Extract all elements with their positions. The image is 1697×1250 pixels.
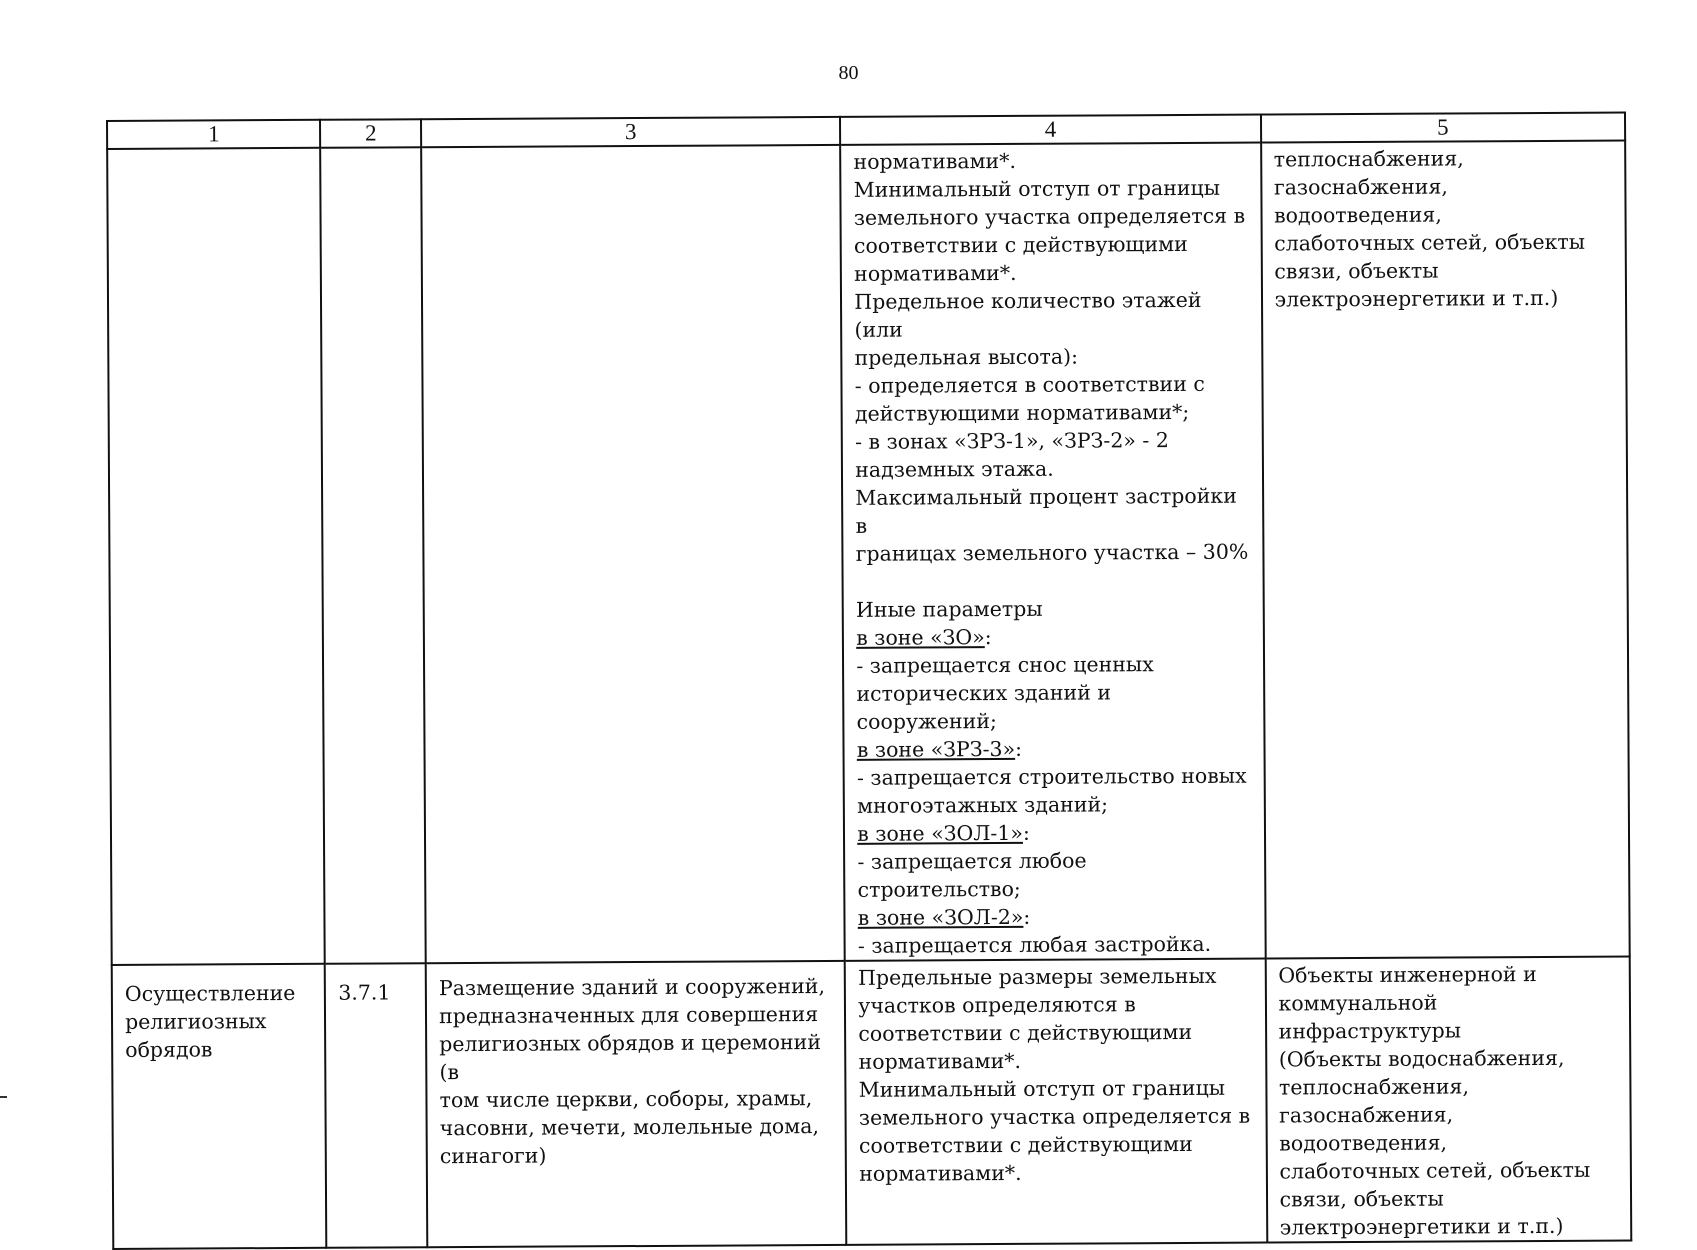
infrastructure-line: (Объекты водоснабжения, xyxy=(1278,1045,1565,1072)
infrastructure-line: теплоснабжения, xyxy=(1278,1074,1470,1100)
zone-rule-line: многоэтажных зданий; xyxy=(857,792,1109,818)
colon: : xyxy=(1015,736,1023,761)
column-header-5: 5 xyxy=(1261,113,1626,143)
zone-zol2-label: в зоне «ЗОЛ-2» xyxy=(857,904,1024,930)
infrastructure-line: слаботочных сетей, объекты xyxy=(1279,1157,1591,1184)
zone-heading xyxy=(856,622,1250,652)
zone-zol1-label: в зоне «ЗОЛ-1» xyxy=(857,820,1023,846)
infrastructure-line: электроэнергетики и т.п.) xyxy=(1274,285,1559,312)
description-line: часовни, мечети, молельные дома, xyxy=(439,1114,819,1141)
parameters-line: земельного участка определяется в xyxy=(853,203,1246,230)
parameters-line: Минимальный отступ от границы xyxy=(853,175,1221,202)
row1-infrastructure-cell xyxy=(1261,141,1630,959)
scan-margin-mark xyxy=(0,1096,7,1098)
colon: : xyxy=(984,625,992,650)
parameters-line: нормативами*. xyxy=(858,1048,1022,1074)
description-line: синагоги) xyxy=(439,1143,547,1169)
zone-rule-line: исторических зданий и сооружений; xyxy=(856,680,1112,734)
parameters-line: надземных этажа. xyxy=(855,456,1054,482)
parameters-line: участков определяются в xyxy=(858,992,1136,1018)
description-line: том числе церкви, соборы, храмы, xyxy=(439,1086,813,1113)
parameters-line: Максимальный процент застройки в xyxy=(855,483,1237,538)
parameters-line: земельного участка определяется в xyxy=(858,1103,1251,1130)
infrastructure-line: связи, объекты xyxy=(1274,258,1439,284)
use-name-line: религиозных xyxy=(124,1009,267,1034)
zone-heading xyxy=(858,902,1252,932)
zone-rule-line: - запрещается любая застройка. xyxy=(857,931,1212,958)
row2-parameters-cell xyxy=(845,959,1267,1245)
parameters-line: соответствии с действующими xyxy=(858,1019,1193,1046)
parameters-line: нормативами*. xyxy=(853,148,1017,174)
row2-use-name-cell xyxy=(112,964,327,1249)
parameters-line: нормативами*. xyxy=(854,260,1017,286)
parameters-line: действующими нормативами*; xyxy=(854,399,1190,426)
row2-description-cell xyxy=(426,961,847,1247)
column-header-1: 1 xyxy=(107,120,321,149)
parameters-line: нормативами*. xyxy=(859,1160,1022,1186)
colon: : xyxy=(1022,820,1030,845)
zone-rule-line: - запрещается любое строительство; xyxy=(857,848,1087,902)
infrastructure-line: газоснабжения, водоотведения, xyxy=(1273,174,1448,228)
parameters-line: предельная высота): xyxy=(854,344,1079,370)
zone-heading xyxy=(857,734,1251,764)
use-name-line: обрядов xyxy=(125,1037,213,1062)
infrastructure-line: Объекты инженерной и xyxy=(1278,962,1537,988)
row1-description-cell xyxy=(421,145,845,963)
row1-parameters-cell xyxy=(840,143,1265,961)
infrastructure-line: газоснабжения, водоотведения, xyxy=(1279,1102,1454,1156)
parameters-line: соответствии с действующими xyxy=(858,1131,1193,1158)
description-line: предназначенных для совершения xyxy=(439,1002,819,1029)
row1-code-cell xyxy=(321,147,426,964)
column-header-2: 2 xyxy=(320,119,421,148)
infrastructure-line: слаботочных сетей, объекты xyxy=(1274,229,1586,256)
infrastructure-line: теплоснабжения, xyxy=(1273,146,1464,172)
parameters-line: Предельное количество этажей (или xyxy=(854,287,1202,342)
description-line: Размещение зданий и сооружений, xyxy=(438,973,826,1001)
parameters-line: Минимальный отступ от границы xyxy=(858,1075,1226,1102)
row2-code-cell: 3.7.1 xyxy=(325,963,427,1248)
parameters-line: - определяется в соответствии с xyxy=(854,371,1205,398)
parameters-line: границах земельного участка – 30% xyxy=(855,539,1249,566)
table-row xyxy=(112,957,1632,1249)
parameters-line: соответствии с действующими xyxy=(853,231,1188,258)
infrastructure-line: коммунальной инфраструктуры xyxy=(1278,990,1462,1044)
zone-zrz3-label: в зоне «ЗРЗ-3» xyxy=(856,736,1016,762)
infrastructure-line: электроэнергетики и т.п.) xyxy=(1279,1213,1564,1240)
use-name-line: Осуществление xyxy=(124,980,296,1006)
zone-rule-line: - запрещается строительство новых xyxy=(856,763,1247,790)
other-parameters-title: Иные параметры xyxy=(855,596,1043,622)
permitted-use-table xyxy=(106,112,1632,1250)
zone-rule-line: - запрещается снос ценных xyxy=(856,652,1154,678)
description-line: религиозных обрядов и церемоний (в xyxy=(439,1030,822,1085)
column-header-4: 4 xyxy=(840,115,1260,145)
column-header-3: 3 xyxy=(421,117,840,147)
page-number: 80 xyxy=(838,62,859,84)
table-row xyxy=(107,141,1630,965)
colon: : xyxy=(1023,904,1031,929)
parameters-line: - в зонах «ЗРЗ-1», «ЗРЗ-2» - 2 xyxy=(855,428,1169,454)
parameters-line: Предельные размеры земельных xyxy=(858,963,1217,990)
row1-use-name-cell xyxy=(107,148,325,965)
zone-zo-label: в зоне «ЗО» xyxy=(856,625,985,650)
infrastructure-line: связи, объекты xyxy=(1279,1186,1444,1212)
blank-line xyxy=(856,566,1250,596)
zone-heading xyxy=(857,818,1251,848)
